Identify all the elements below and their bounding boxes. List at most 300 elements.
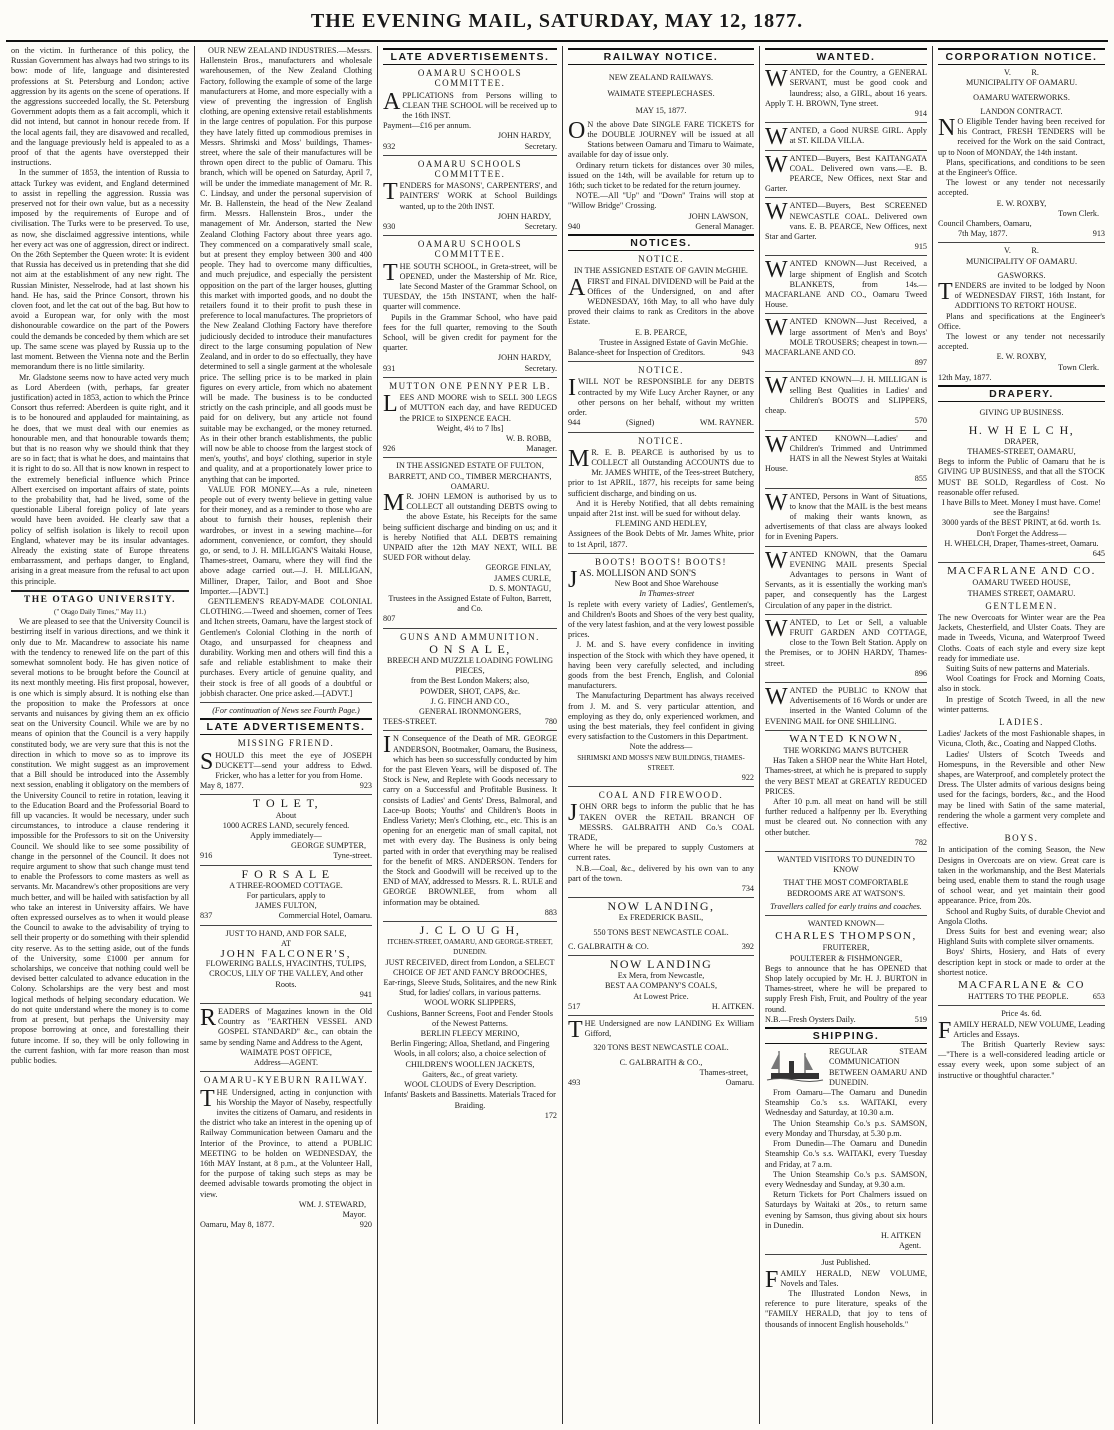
divider (765, 150, 927, 151)
wanted-known-heading: WANTED KNOWN— (807, 919, 885, 929)
boots-heading: BOOTS! BOOTS! BOOTS! (594, 556, 727, 567)
municipality-heading: MUNICIPALITY OF OAMARU. (965, 256, 1078, 266)
wanted-milligan-boots: WANTED KNOWN—J. H. MILLIGAN is selling Best Qualities in Ladies' and Children's BOOTS and SLIPPERS, cheap. (765, 373, 927, 416)
just-to-hand-at: AT (280, 938, 291, 948)
guns-makers: from the Best London Makers; also, (410, 676, 530, 686)
to-let-signature: GEORGE SUMPTER, (290, 841, 366, 851)
gasworks-lowest: The lowest or any tender not necessarily accepted. (938, 332, 1105, 352)
butcher-text: Has Taken a SHOP near the White Hart Hotel, Thames-street, at which he is prepared to supply the very BEST MEAT at GREATLY REDUCED PRICES. (765, 756, 927, 796)
gentlemen-coatings: Wool Coatings for Frock and Morning Coats, also in stock. (938, 674, 1105, 694)
to-let-footer (200, 851, 372, 861)
for-sale-cottage: A THREE-ROOMED COTTAGE. (229, 880, 343, 890)
wanted-trousers: WANTED KNOWN—Just Received, a large assortment of Men's and Boys' MOLE TROUSERS; cheapest in town.—MACFARLANE AND CO. (765, 315, 927, 358)
ad-number: 930 (383, 222, 396, 232)
ad-number: 915 (914, 242, 927, 252)
waterworks-plans: Plans, specifications, and conditions to be seen at the Engineer's Office. (938, 157, 1105, 178)
galbraith-town: Oamaru. (725, 1078, 754, 1088)
divider (383, 628, 557, 629)
falconer-name: JOHN FALCONER'S, (220, 948, 352, 961)
divider (383, 155, 557, 156)
trustee-signature: D. S. MONTAGU, (489, 583, 551, 593)
divider (11, 590, 189, 592)
ad-number: 519 (914, 1014, 927, 1024)
otago-university-heading: THE OTAGO UNIVERSITY. (23, 594, 177, 605)
steeplechases-date: MAY 15, 1877. (635, 105, 687, 115)
guns-heading: GUNS AND AMMUNITION. (400, 631, 540, 642)
otago-source: (" Otago Daily Times," May 11.) (54, 607, 146, 616)
shipping-agent: H. AITKEN (880, 1230, 921, 1240)
corporation-notice-heading: CORPORATION NOTICE. (938, 48, 1105, 65)
divider (568, 786, 754, 787)
readers-text: READERS of Magazines known in the Old Country as "EARTHEN VESSEL AND GOSPEL STANDARD" &c., can obtain the same by sending Name and Address to the Agent, (200, 1005, 372, 1047)
ad-number: 896 (914, 668, 927, 678)
ladies-heading: LADIES. (999, 716, 1044, 727)
clough-merino: BERLIN FLEECY MERINO, (420, 1029, 520, 1039)
column-5 (759, 46, 932, 1424)
for-sale-heading: F O R S A L E (241, 866, 331, 881)
roxby-title: Town Clerk. (1058, 208, 1099, 218)
divider (765, 488, 927, 489)
ad-number: 944 (568, 418, 581, 428)
divider (765, 682, 927, 683)
ladies-ulsters: Ladies' Ulsters of Scotch Tweeds and Homespuns, in the Reversible and other New shapes, are Waterproof, and completely protect the Dress. The Ulster admits of various designs being used for the facings, borders, &c., and the Hood may be lined with Satin of the same material, rendering the whole a garment very complete and effective. (938, 749, 1105, 831)
ad-number: 855 (914, 474, 927, 484)
from-oamaru-samson: The Union Steamship Co.'s p.s. SAMSON, every Monday and Thursday, at 5.30 p.m. (765, 1118, 927, 1138)
hatters-footer (938, 992, 1105, 1002)
mutton-heading: MUTTON ONE PENNY PER LB. (389, 380, 551, 391)
price-heading: Price 4s. 6d. (1001, 1009, 1042, 1019)
railway-meeting-signature: WM. J. STEWARD, (298, 1199, 366, 1209)
orr-coal-text: JOHN ORR begs to inform the public that he has TAKEN OVER the RETAIL BRANCH OF MESSRS. GALBRAITH AND Co.'s COAL TRADE, (568, 800, 754, 843)
trustee-signature: JAMES CURLE, (494, 573, 551, 583)
divider (938, 562, 1105, 563)
steeplechases-note: NOTE.—All "Up" and "Down" Trains will stop at "Willow Bridge" Crossing. (568, 191, 754, 211)
missing-friend-heading: MISSING FRIEND. (237, 738, 335, 749)
rayner-signature: WM. RAYNER. (699, 418, 754, 428)
divider (765, 430, 927, 431)
schools-footer (383, 222, 557, 232)
clough-gaiters: Gaiters, &c., of great variety. (422, 1069, 518, 1079)
divider (568, 432, 754, 433)
mollison-address: SHRIMSKI AND MOSS'S NEW BUILDINGS, THAMES-STREET. (577, 753, 745, 772)
boys-overcoats: In anticipation of the coming Season, the New Designs in Overcoats are on view. Great care is taken in the workmanship, and the Best Materials being used, enable them to stand the rough usage of school wear, and yet maintain their good appearance. Price, from 20s. (938, 845, 1105, 906)
rayner-footer (568, 418, 754, 428)
schools-payment: Payment—£16 per annum. (383, 121, 471, 131)
schools-committee-heading: OAMARU SCHOOLS COMMITTEE. (417, 158, 523, 180)
municipality-heading: MUNICIPALITY OF OAMARU. (965, 78, 1078, 88)
now-landing-heading: NOW LANDING (609, 957, 713, 972)
landing-ship: Ex Mera, from Newcastle, (617, 971, 705, 981)
divider (568, 897, 754, 898)
readers-address: Address—AGENT. (253, 1058, 319, 1068)
roxby-signature: E. W. ROXBY, (996, 198, 1047, 208)
travellers-text: Travellers called for early trains and coaches. (770, 901, 922, 911)
railway-meeting-date: Oamaru, May 8, 1877. (200, 1220, 275, 1230)
waterworks-date: 7th May, 1877. (958, 229, 1008, 239)
thompson-text: Begs to announce that he has OPENED that Shop lately occupied by Mr. H. J. BURTON in Thames-street, where he will be prepared to supply Fresh Fish, Fruit, and Poultry of the year round. (765, 963, 927, 1014)
trustee-title: Trustees in the Assigned Estate of Fulton, Barrett, and Co. (388, 593, 552, 614)
aitken-signature: H. AITKEN. (711, 1001, 754, 1011)
divider (765, 730, 927, 731)
bedrooms-text: THAT THE MOST COMFORTABLE BEDROOMS ARE AT WATSON'S. (783, 878, 909, 898)
clough-clouds: WOOL CLOUDS of Every Description. (404, 1080, 536, 1090)
now-landing-heading: NOW LANDING, (607, 899, 715, 914)
south-school-pupils: Pupils in the Grammar School, who have paid fees for the full quarter, removing to the South School, will be given credit for payment for the quarter. (383, 312, 557, 353)
waterworks-text: NO Eligible Tender having been received for his Contract, FRESH TENDERS will be received for the Work on the said Contract, up to Noon of MONDAY, the 14th instant. (938, 115, 1105, 157)
gentlemen-overcoats: The new Overcoats for Winter wear are the Pea Jackets, Chesterfield, and Ulster Coats. They are made in Tweeds, Vicuna, and Waterproof Tweed Cloths. Coats of each style and every size kept ready for immediate use. (938, 612, 1105, 663)
railway-footer (568, 222, 754, 232)
divider (383, 730, 557, 731)
landing-footer (568, 1002, 754, 1012)
schools-signature: JOHN HARDY, (497, 211, 551, 221)
mollison-manufacturing: The Manufacturing Department has always received from J. M. and S. very particular attention, and employing as they do, only experienced workmen, and using the best materials, they feel confident in giving every satisfaction to the Customers in this Department. (568, 691, 754, 742)
roxby-signature: E. W. ROXBY, (996, 352, 1047, 362)
landing-cargo: 550 TONS BEST NEWCASTLE COAL. (593, 927, 729, 937)
shipping-heading: SHIPPING. (765, 1027, 927, 1044)
mutton-title: Manager. (526, 444, 557, 454)
clough-earrings: Ear-rings, Sleeve Studs, Solitaires, and the new Rink Stud, for ladies' collars, in various patterns. (383, 978, 557, 998)
ad-number: 931 (383, 363, 396, 373)
notice-heading: NOTICE. (638, 365, 684, 376)
fulton-estate-text: MR. JOHN LEMON is authorised by us to COLLECT all outstanding DEBTS owing to the above Estate, his Receipts for the same being sufficient discharge and binding on us; and it is hereby Notified that ALL DEBTS remaining UNPAID after the 12th MAY NEXT, WILL BE SUED FOR without delay. (383, 489, 557, 563)
divider (765, 614, 927, 615)
steeplechases-text: ON the above Date SINGLE FARE TICKETS for the DOUBLE JOURNEY will be issued at all Stations between Oamaru and Timaru to Waimate, available for day of issue only. (568, 117, 754, 160)
boys-shirts: Boys' Shirts, Hosiery, and Hats of every description kept in stock or made to order at the shortest notice. (938, 947, 1105, 977)
gasworks-date: 12th May, 1877. (938, 372, 992, 382)
late-advertisements-heading: LATE ADVERTISEMENTS. (383, 48, 557, 65)
guns-text: BREECH AND MUZZLE LOADING FOWLING PIECES, (386, 655, 553, 676)
from-dunedin-samson: The Union Steamship Co.'s p.s. SAMSON, every Wednesday and Sunday, at 9.30 a.m. (765, 1169, 927, 1189)
schools-footer (383, 364, 557, 374)
gifford-landing-text: THE Undersigned are now LANDING Ex William Gifford, (568, 1017, 754, 1044)
late-advertisements-heading: LATE ADVERTISEMENTS. (200, 718, 372, 735)
macfarlane-heading: MACFARLANE AND CO. (947, 565, 1096, 578)
to-let-about: About (275, 810, 297, 820)
thompson-footer (765, 1015, 927, 1025)
ad-number: 926 (383, 444, 396, 454)
divider (200, 702, 372, 703)
family-herald-text: FAMILY HERALD, NEW VOLUME, Novels and Tales. (765, 1266, 927, 1293)
shipping-agent-title: Agent. (898, 1241, 921, 1251)
return-tickets: Return Tickets for Port Chalmers issued on Saturdays by Waitaki at 20s., to return same evening by Samson, thus giving about six hours in Dunedin. (765, 1190, 927, 1230)
ad-number: 916 (200, 851, 213, 861)
wanted-heading: WANTED. (765, 48, 927, 65)
ad-number: 570 (914, 416, 927, 426)
ad-number: 940 (568, 221, 581, 231)
schools-title: Secretary. (524, 363, 557, 373)
ad-number: 517 (568, 1001, 581, 1011)
whelch-text: Begs to inform the Public of Oamaru that he is GIVING UP BUSINESS, and that all the STOCK MUST BE SOLD, Regardless of Cost. No reasonable offer refused. (938, 457, 1105, 497)
railway-meeting-title: Mayor. (342, 1209, 366, 1219)
ad-number: 782 (914, 837, 927, 847)
galbraith-signature: C. GALBRAITH & CO., (619, 1057, 703, 1067)
boys-dress-suits: Dress Suits for best and evening wear; also Highland Suits with complete silver ornaments. (938, 927, 1105, 947)
whelch-print: 3000 yards of the BEST PRINT, at 6d. worth 1s. (942, 518, 1101, 528)
vr-emblem: V. R. (1004, 68, 1039, 78)
divider (765, 371, 927, 372)
vr-emblem: V. R. (1004, 246, 1039, 256)
ad-number: 780 (544, 717, 557, 727)
gentlemen-tweed: In prestige of Scotch Tweed, in all the new winter patterns. (938, 694, 1105, 714)
schools-cleaning-text: APPLICATIONS from Persons willing to CLEAN THE SCHOOL will be received up to the 16th INST. (383, 88, 557, 121)
landing-cargo: BEST AA COMPANY'S COALS, (604, 981, 718, 991)
railway-meeting-heading: OAMARU-KYEBURN RAILWAY. (203, 1075, 369, 1086)
thompson-trade: FRUITERER, (822, 943, 870, 953)
divider (383, 235, 557, 236)
hatters-text: HATTERS TO THE PEOPLE. (968, 992, 1069, 1002)
schools-title: Secretary. (524, 141, 557, 151)
ad-number: 913 (1092, 229, 1105, 239)
readers-signature: WAIMATE POST OFFICE, (240, 1047, 332, 1057)
divider (383, 457, 557, 458)
ad-number: 932 (383, 141, 396, 151)
butcher-heading: THE WORKING MAN'S BUTCHER (783, 745, 909, 755)
landing-footer (568, 1078, 754, 1088)
divider (568, 553, 754, 554)
article-otago-university: We are pleased to see that the University Council is bestirring itself in various directions, and we think it only due to Mr. Macandrew to associate his name with the tendency to renewed life on the part of this somewhat somnolent body. He has given notice of several motions to be brought before the Council at its next monthly meeting. His first proposal, however, is one which is simply absurd. It is nothing else than the proposition to make the Professors at once servants and nuisances by giving them an ex officio seat on the University Council. While we are by no means of opinion that the Council is a very happily constituted body, we are very sure that this is not the direction in which to move so as to improve its constitution. We might suggest as an improvement that a Bill should be introduced into the Assembly next session, enabling it obligatory on the members of the University Council to retire in rotation, leaving it to the Education Board and the Professorial Board to fill up vacancies. It would be necessary, under such circumstances, to introduce a clause rendering it impossible for the Professors to sit on the University Council. We should like to see some possibility of change in the personnel of the Council. It does not require argument to show that such change must tend to enable the Professors to come masters as well as servants. Mr. Macandrew's other propositions are very much better, and will be hailed with satisfaction by all who take an interest in University affairs. We have often expressed ourselves as to when it would please the Council to awake to the advisability of trying to sell their property or do something with their splendid city reserve. As to the setting aside, out of the funds of the University, some £1000 per annum for scholarships, we conceive that nothing could well be devised better calculated to advance education in the Colony. Scholarships are the very best and most logical methods of helping secondary education. We do not quite understand where the money is to come from at present, but perhaps the University may propose borrowing at once, and forestalling their future income. If so, they will be only following in the current fashion, with far more reason than most public bodies. (11, 617, 189, 1065)
mcghie-balance-sheet: Balance-sheet for Inspection of Creditors. (568, 348, 706, 358)
schools-signature: JOHN HARDY, (497, 353, 551, 363)
wanted-hats: WANTED KNOWN—Ladies' and Children's Trimmed and Untrimmed HATS in all the Newest Styles at Waitaki House. (765, 431, 927, 474)
divider (938, 1005, 1105, 1006)
column-2 (194, 46, 377, 1424)
railway-signature: JOHN LAWSON, (688, 211, 748, 221)
wanted-known-heading: WANTED KNOWN, (789, 732, 903, 745)
divider (765, 197, 927, 198)
clough-infants: Infants' Baskets and Bassinetts. Materials Traced for Braiding. (384, 1090, 556, 1110)
guns-signature: J. G. FINCH AND CO., (430, 696, 510, 706)
divider (200, 1071, 372, 1072)
wanted-public-know: WANTED the PUBLIC to KNOW that Advertisements of 16 Words or under are inserted in the Wanted Column of the EVENING MAIL for ONE SHILLING. (765, 683, 927, 726)
for-sale-apply: For particulars, apply to (246, 891, 326, 901)
to-let-heading: T O L E T, (252, 796, 320, 811)
clough-slippers: WOOL WORK SLIPPERS, (424, 998, 516, 1008)
gasworks-text: TENDERS are invited to be lodged by Noon of WEDNESDAY FIRST, 16th Instant, for ADDITIONS TO RETORT HOUSE. (938, 279, 1105, 311)
gentlemen-heading: GENTLEMEN. (985, 600, 1058, 611)
whelch-address: THAMES-STREET, OAMARU, (967, 446, 1076, 456)
mutton-signature: W. B. ROBB, (506, 433, 551, 443)
mollison-stock: J. M. and S. have every confidence in inviting inspection of the Stock with which they have opened, it having been very carefully selected, and including goods from the best French, English, and Colonial manufacturers. (568, 640, 754, 691)
boys-school-suits: School and Rugby Suits, of durable Cheviot and Angola Cloths. (938, 906, 1105, 926)
rayner-notice-text: IWILL NOT be RESPONSIBLE for any DEBTS contracted by my Wife Lucy Archer Rayner, or any other persons on her behalf, without my written order. (568, 375, 754, 418)
mcghie-title: Trustee in Assigned Estate of Gavin McGhie. (599, 337, 748, 347)
ladies-jackets: Ladies' Jackets of the most Fashionable shapes, in Vicuna, Cloth, &c., Coating and Napped Cloths. (938, 729, 1105, 749)
railway-meeting-footer (200, 1220, 372, 1230)
anderson-business-text: IN Consequence of the Death of MR. GEORGE ANDERSON, Bootmaker, Oamaru, the Business, which has been so successfully conducted by him for the past Eleven Years, will be disposed of. The Stock is New, and Replete with Goods necessary to carry on a Successful and Profitable Business. It consists of Ladies' and Gents' Dress, Balmoral, and Lace-up Boots; Youths' and Children's Boots in Endless Variety; Men's Clothing, etc., etc. This is an opening for an energetic man of small capital, not met with every day. The Business is only being parted with in order that everything may be realised for the benefit of MRS. ANDERSON. Tenders for the Stock and Goodwill will be received up to the END of MAY, addressed to Messrs. R. L. RULE and GEORGE BROWNLEE, from whom all information may be obtained. (383, 732, 557, 907)
schools-committee-heading: OAMARU SCHOOLS COMMITTEE. (417, 68, 523, 89)
ad-number: 922 (741, 773, 754, 782)
landing-price: At Lowest Price. (633, 991, 689, 1001)
divider (765, 1254, 927, 1255)
galbraith-street: Thames-street, (699, 1067, 748, 1077)
whelch-address-full: H. WHELCH, Draper, Thames-street, Oamaru. (944, 538, 1099, 548)
divider (383, 377, 557, 378)
schools-footer (383, 142, 557, 152)
column-4 (562, 46, 759, 1424)
whelch-bills: I have Bills to Meet. Money I must have. Come! see the Bargains! (942, 497, 1101, 518)
macfarlane-hatters-heading: MACFARLANE & CO (958, 979, 1085, 992)
schools-tenders-text: TENDERS for MASONS', CARPENTERS', and PAINTERS' WORK at School Buildings wanted, up to the 20th INST. (383, 179, 557, 211)
wanted-kaitangata-coal: WANTED—Buyers, Best KAITANGATA COAL. Delivered own vans.—E. B. PEARCE, New Offices, next Star and Garter. (765, 151, 927, 194)
visitors-heading: WANTED VISITORS TO DUNEDIN TO KNOW (777, 855, 915, 875)
ad-number: 941 (359, 989, 372, 999)
missing-friend-text: SHOULD this meet the eye of JOSEPH DUCKETT—send your address to Edwd. Fricker, who has a letter for you from Home. (200, 748, 372, 781)
divider (200, 1003, 372, 1004)
waterworks-footer (938, 229, 1105, 239)
boys-heading: BOYS. (1004, 833, 1039, 844)
mollison-address-label: Note the address— (629, 742, 693, 752)
whelch-forget: Don't Forget the Address— (976, 528, 1067, 538)
divider (568, 955, 754, 956)
gasworks-plans: Plans and specifications at the Engineer's Office. (938, 311, 1105, 331)
ad-number: 392 (741, 941, 754, 951)
guns-street: TEES-STREET. (383, 717, 437, 727)
guns-trade: GENERAL IRONMONGERS, (418, 706, 522, 716)
nz-railways-heading: NEW ZEALAND RAILWAYS. (608, 73, 714, 83)
tweed-house: OAMARU TWEED HOUSE, (972, 578, 1071, 588)
mcghie-dividend-text: AFIRST and FINAL DIVIDEND will be Paid at the Offices of the Undersigned, on and after WEDNESDAY, 16th May, to all who have duly proved their claims to rank as Creditors in the above Estate. (568, 274, 754, 327)
divider (200, 925, 372, 926)
ad-number: 734 (741, 884, 754, 894)
wanted-nurse-girl: WANTED, a Good NURSE GIRL. Apply at ST. KILDA VILLA. (765, 124, 927, 151)
ad-number: 897 (914, 358, 927, 368)
clough-jackets: CHILDREN'S WOOLLEN JACKETS, (405, 1059, 535, 1069)
for-sale-address: Commercial Hotel, Oamaru. (278, 911, 372, 921)
orr-coal-customers: Where he will be prepared to supply Customers at current rates. (568, 843, 754, 863)
wanted-evening-mail: WANTED KNOWN, that the Oamaru EVENING MAIL presents Special Advantages to persons in Want of Servants, as it is essentially the working man's paper, and consequently has the Largest Circulation of any paper in the district. (765, 547, 927, 610)
article-nz-industries: OUR NEW ZEALAND INDUSTRIES.—Messrs. Hallenstein Bros., manufacturers and wholesale warehousemen, of the New Zealand Clothing Factory, following the example of some of the large manufacturers at Home, and more especially with a view of preventing the ingression of English clothing, are opening extensive retail establishments in the large centres of population. For this purpose they have lately fitted up commodious premises in Messrs. Shrimski and Moss' buildings, Thames-street, where the sale of their manufactures will be thrown open direct to the public of Oamaru. This branch, which will be opened on Saturday, April 7, will be under the immediate management of Mr. R. C. Lindsay, and under the personal supervision of Mr. B. Hallenstein, the head of the New Zealand firm. Messrs. Hallenstein Bros., under the management of Mr. Anderson, started the New Zealand Clothing Factory about three years ago. They commenced on a comparatively small scale, but at present they employ between 300 and 400 people. They had to overcome many difficulties, and much prejudice, and especially the persistent opposition on the part of the larger houses, glutting this market with imported goods, and no doubt the retailers found it to their profit to push these in preference to local manufactures. The proprietors of the New Zealand Clothing Factory have therefore judiciously decided to introduce their manufactures direct to the large consuming population of New Zealand, and in order to do so effectually, they have determined to sell a single garment at the wholesale price. The selling price is to be marked in plain figures on every article, from which no abatement will be made. The business is to be conducted strictly on the cash principle, and all goods must be paid for on delivery, but any article not found suitable may be exchanged, or the money returned. As in their other branch establishments, the public will now be able to choose from the largest stock of men's, youths', and boys' clothing, superior in style and quality, and at a proportionately lower price to anything that can be imported. (200, 46, 372, 484)
guns-ammunition: POWDER, SHOT, CAPS, &c. (419, 686, 521, 696)
wanted-servant: WANTED, for the Country, a GENERAL SERVANT, must be good cook and laundress; also, a GIRL, about 16 years. Apply T. H. BROWN, Tyne street. (765, 66, 927, 108)
ad-number: 837 (200, 911, 213, 921)
whelch-name: H. W H E L C H, (968, 422, 1075, 437)
steeplechases-heading: WAIMATE STEEPLECHASES. (607, 89, 715, 99)
ad-number: 923 (359, 781, 372, 791)
whelch-trade: DRAPER, (1004, 436, 1039, 446)
divider (765, 851, 927, 852)
giving-up-heading: GIVING UP BUSINESS. (979, 408, 1064, 418)
ship-icon (765, 1049, 825, 1083)
thompson-name: CHARLES THOMPSON, (775, 930, 917, 943)
steam-communication: REGULAR STEAM COMMUNICATION BETWEEN OAMARU AND DUNEDIN. (829, 1047, 927, 1087)
just-published-heading: Just Published. (821, 1258, 871, 1268)
just-to-hand-heading: JUST TO HAND, AND FOR SALE, (225, 928, 347, 938)
mollison-text: Is replete with every variety of Ladies', Gentlemen's, and Children's Boots and Shoes of the very best quality, of the very latest fashion, and at the very lowest possible prices. (568, 599, 754, 640)
butcher-reduced: After 10 p.m. all meat on hand will be still further reduced a halfpenny per lb. Everything must be cleared out. No connection with any other butcher. (765, 797, 927, 837)
from-oamaru-waitaki: From Oamaru—The Oamaru and Dunedin Steamship Co.'s s.s. WAITAKI, every Wednesday and Saturday, at 10.30 a.m. (765, 1088, 927, 1118)
galbraith-signature: C. GALBRAITH & CO. (568, 941, 649, 951)
mollison-warehouse: New Boot and Shoe Warehouse (614, 579, 719, 589)
mcghie-estate-heading: IN THE ASSIGNED ESTATE OF GAVIN McGHIE. (574, 266, 748, 276)
column-3 (377, 46, 562, 1424)
mutton-weight: Weight, 4½ to 7 lbs] (436, 423, 504, 433)
thompson-trade2: POULTERER & FISHMONGER, (789, 953, 903, 963)
for-sale-footer (200, 911, 372, 921)
notice-heading: NOTICE. (638, 435, 684, 446)
clough-cushions: Cushions, Banner Screens, Foot and Fender Stools of the Newest Patterns. (386, 1008, 553, 1028)
wanted-situations: WANTED, Persons in Want of Situations, to know that the MAIL is the best means of making their wants known, as advertisements of that class are always looked for in Evening Papers. (765, 489, 927, 542)
divider (765, 255, 927, 256)
ad-number: 883 (544, 907, 557, 917)
column-1 (6, 46, 194, 1424)
to-let-address: Tyne-street. (333, 851, 372, 861)
gifford-cargo: 320 TONS BEST NEWCASTLE COAL. (593, 1043, 729, 1053)
pearce-collect-text: MR. E. B. PEARCE is authorised by us to COLLECT all Outstanding ACCOUNTS due to Mr. JAMES WHITE, of the Tees-street Butchery, prior to 1st APRIL, 1877, his receipts for same being sufficient discharge, and binding on us. (568, 445, 754, 498)
railway-title: General Manager. (695, 221, 754, 231)
masthead-rule (6, 40, 1108, 42)
clough-wools: Berlin Fingering; Alloa, Shetland, and Fingering Wools, in all colors; also, a choice selection of (390, 1039, 550, 1059)
masthead (0, 0, 1114, 44)
divider (765, 546, 927, 547)
divider (568, 361, 754, 362)
mutton-text: LEES AND MOORE wish to SELL 300 LEGS of MUTTON each day, and have REDUCED the PRICE to SIXPENCE EACH. (383, 391, 557, 423)
article-gentlemens-clothing: GENTLEMEN'S READY-MADE COLONIAL CLOTHING.—Tweed and shoemen, corner of Tees and Itchen streets, Oamaru, have the largest stock of Gentlemen's Colonial Clothing in the north of Otago, and unsurpassed for cheapness and durability. Working men and others will find this a safe and reliable establishment to make their purchases. Every article of genuine quality, and their stock is free of all goods of a doubtful or jobbish character. One price asked.—[ADVT.] (200, 596, 372, 698)
clough-text: JUST RECEIVED, direct from London, a SELECT CHOICE OF JET AND FANCY BROOCHES, (385, 957, 555, 977)
ad-number: 807 (383, 614, 396, 624)
drapery-heading: DRAPERY. (938, 385, 1105, 402)
fulton-estate-heading: IN THE ASSIGNED ESTATE OF FULTON, BARRETT, AND CO., TIMBER MERCHANTS, OAMARU. (388, 461, 552, 491)
mutton-footer (383, 444, 557, 454)
ad-number: 914 (914, 109, 927, 119)
for-sale-signature: JAMES FULTON, (255, 901, 317, 911)
wanted-newcastle-coal: WANTED—Buyers, Best SCREENED NEWCASTLE COAL. Delivered own vans. E. B. PEARCE, New Offices, next Star and Garter. (765, 199, 927, 242)
landing-footer (568, 942, 754, 952)
clough-heading: J. C L O U G H, (419, 923, 521, 938)
divider (765, 915, 927, 916)
south-school-text: THE SOUTH SCHOOL, in Greta-street, will be OPENED, under the Mastership of Mr. Rice, late Second Master of the Grammar School, on TUESDAY, the 15th INSTANT, when the half-quarter will commence. (383, 259, 557, 312)
continuation-note: (For continuation of News see Fourth Page.) (212, 706, 360, 715)
divider (765, 313, 927, 314)
ad-number: 653 (1092, 992, 1105, 1002)
ad-number: 172 (544, 1110, 557, 1120)
schools-signature: JOHN HARDY, (497, 131, 551, 141)
pearce-debts-text: And it is Hereby Notified, that all debts remaining unpaid after 21st inst. will be sued for without delay. (568, 498, 754, 518)
ad-number: 943 (741, 348, 754, 358)
article-value-for-money: VALUE FOR MONEY.—As a rule, nineteen people out of every twenty believe in getting value for their money, and as a reminder to those who are about to furnish their houses, replenish their wardrobes, or invest in a sewing machine—for adornment, convenience, or comfort, they should go, or send, to J. H. MILLIGAN'S Waitaki House, Thames-street, Oamaru, where they will find the above adage carried out.—J. H. MILLIGAN, Milliner, Draper, Tailor, and Boot and Shoe Importer.—[ADVT.] (200, 484, 372, 596)
orr-coal-note: N.B.—Coal, &c., delivered by his own van to any part of the town. (568, 863, 754, 883)
roxby-title: Town Clerk. (1058, 362, 1099, 372)
to-let-land: 1000 ACRES LAND, securely fenced. (222, 820, 350, 830)
wanted-blankets: WANTED KNOWN—Just Received, a large shipment of English and Scotch BLANKETS, from 14s.—MACFARLANE AND CO., Oamaru Tweed House. (765, 257, 927, 310)
article-russia-2: In the summer of 1853, the intention of Russia to attack Turkey was evident, and England determined to assist in repelling the aggression. Russia was preserved not for their own value, but as a necessity imposed by the requirements of Europe and of civilisation. The Turks were to be preserved. To use, as now, she disclaimed aggressive intentions, while her every act was one of aggression, direct or indirect. On the 26th September the Queen wrote: It is evident that Russia has deceived us in pretending that she did not aim at the establishment of any new right. The Russian Minister, Nesselrode, had at last shown his hand. He has, said the Prince Consort, thrown his cloven foot, and let the cat out of the bag. But how to avoid a European war, for only with the most dishonourable cowardice on the part of the Powers could the demands be conceded by them which are set up. The same scene was played by Russia up to the last moment. Between the Vienna note and the Berlin memorandum there is no little similarity. (11, 168, 190, 372)
macfarlane-address: THAMES STREET, OAMARU. (967, 588, 1076, 598)
waterworks-lowest: The lowest or any tender not necessarily accepted. (938, 178, 1105, 198)
notices-heading: NOTICES. (568, 234, 754, 251)
railway-notice-heading: RAILWAY NOTICE. (568, 48, 754, 65)
ad-number: 645 (1092, 548, 1105, 558)
ad-number: 920 (359, 1220, 372, 1230)
fleming-title: Assignees of the Book Debts of Mr. James White, prior to 1st April, 1877. (568, 529, 754, 549)
family-herald-review: The Illustrated London News, in reference to pure literature, speaks of the "FAMILY HERALD, that joy to tens of thousands of innocent English households." (765, 1288, 927, 1329)
family-herald-price-text: FAMILY HERALD, NEW VOLUME, Leading Articles and Essays. (938, 1017, 1105, 1044)
divider (568, 1015, 754, 1016)
article-russia-1: on the victim. In furtherance of this policy, the Russian Government has always had two strings to its bow: mode of life, language and disinterested professions at St. Petersburg and London; active aggression by its agents on the scene of operations. If the aggressions succeeded locally, the St. Petersburg Government adopts them as a fait accompli, which it did not intend, but cannot in honour recede from. If the local agents fail, they are disavowed and recalled, and the language previously held is appealed to as a proof of that the agents have overstepped their instructions. (11, 46, 189, 168)
railway-meeting-text: THE Undersigned, acting in conjunction with his Worship the Mayor of Naseby, respectfully invites the citizens of Oamaru, and residents in the district who take an interest in the opening up of Railway Communication between Oamaru and the Interior of the Province, to attend a PUBLIC MEETING to be holden on WEDNESDAY, the 16th MAY Instant, at 8 p.m., at the Volunteer Hall, for the purpose of taking such steps as may be deemed advisable towards promoting the object in view. (200, 1085, 372, 1199)
fleming-signature: FLEMING AND HEDLEY, (615, 519, 707, 529)
schools-committee-heading: OAMARU SCHOOLS COMMITTEE. (417, 239, 523, 260)
guns-footer (383, 717, 557, 727)
to-let-apply: Apply immediately— (250, 831, 322, 841)
clough-address: ITCHEN-STREET, OAMARU, AND GEORGE-STREET, DUNEDIN. (387, 938, 553, 957)
divider (383, 921, 557, 922)
landing-ship: Ex FREDERICK BASIL, (618, 913, 704, 923)
mollison-street: In Thames-street (639, 589, 695, 599)
divider (200, 865, 372, 866)
quarterly-review-text: The British Quarterly Review says:—"There is a well-considered leading article or essay every week, upon some subject of an instructive or thoughtful character." (938, 1040, 1105, 1080)
gentlemen-suits: Suiting Suits of new patterns and Materials. (946, 663, 1090, 673)
missing-friend-date: May 8, 1877. (200, 781, 244, 791)
divider (765, 122, 927, 123)
